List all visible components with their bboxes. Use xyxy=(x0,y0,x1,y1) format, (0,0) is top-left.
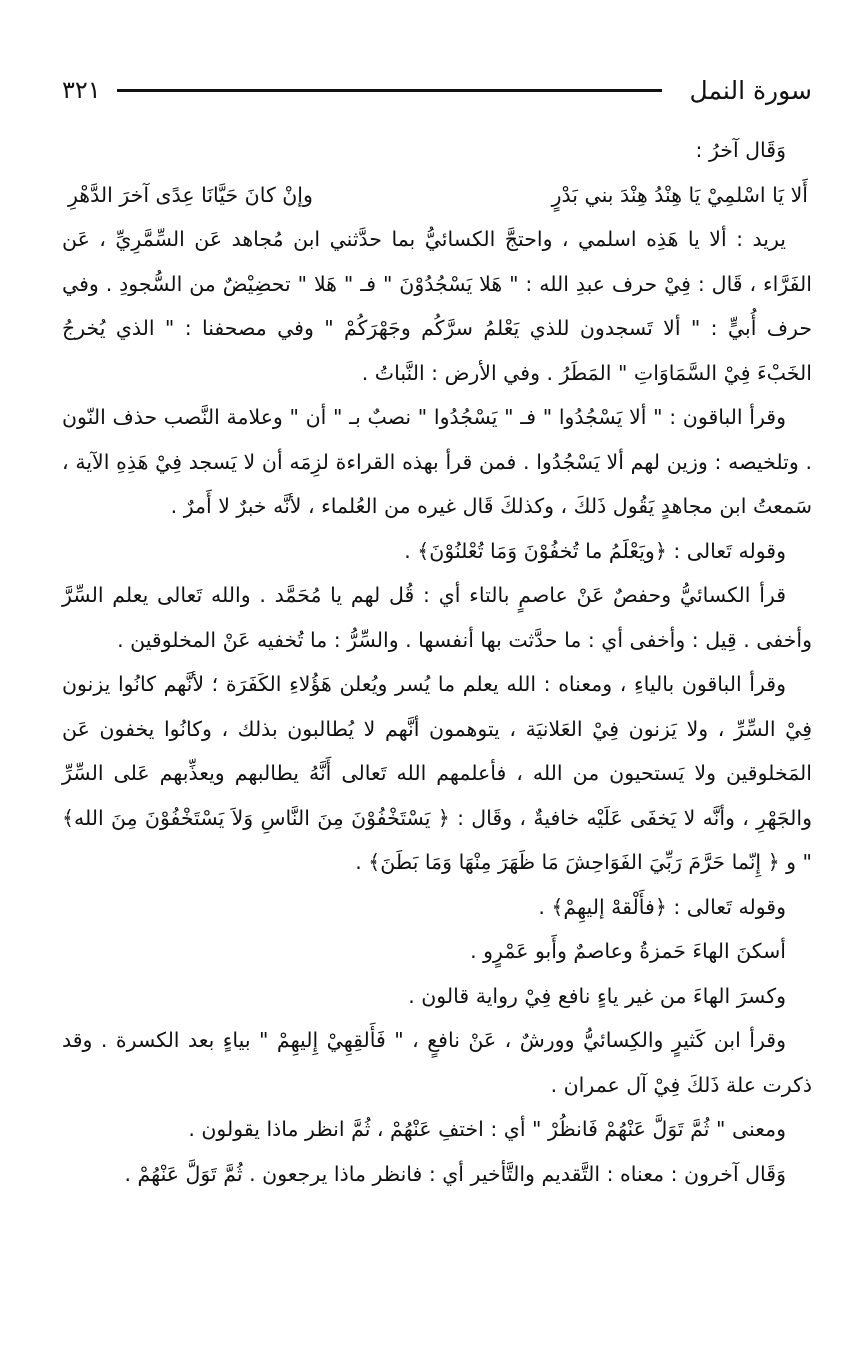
paragraph: أسكنَ الهاءَ حَمزةُ وعاصمٌ وأَبو عَمْرٍو . xyxy=(470,939,786,963)
header-rule xyxy=(117,89,662,92)
paragraph: وقوله تَعالى : ﴿فأَلْقهْ إليهِمْ﴾ . xyxy=(538,894,786,919)
verse-intro: وَقَال آخرُ : xyxy=(695,138,786,162)
page-number: ٣٢١ xyxy=(62,76,101,104)
page-body xyxy=(62,128,812,1196)
page-header xyxy=(62,66,812,114)
paragraph: وَقَال آخرون : معناه : التَّقديم والتَّأخير أي : فانظر ماذا يرجعون . ثُمَّ تَوَلَّ عَنْهُمْ . xyxy=(124,1161,786,1186)
paragraph: وقوله تَعالى : ﴿ويَعْلَمُ ما تُخفُوْنَ وَمَا تُعْلنُوْنَ﴾ . xyxy=(404,538,786,563)
paragraph: وقرأ الباقون بالياءِ ، ومعناه : الله يعلم ما يُسر ويُعلن هَؤُلاءِ الكَفَرَة ؛ لأنَّهم كانُوا يزنون فِيْ السِّرِّ ، ولا يَزنون فِيْ العَلانيَة ، يتوهمون أنَّهم لا يُطالبون بذلك ، وكانُوا يخفون عَن المَخلوقين ولا يَستحيون من الله ، فأعلمهم الله تَعالى أَنَّهُ يطالبهم ويعذِّبهم عَلى السِّرِّ والجَهْرِ ، وأنَّه لا يَخفَى عَلَيْه خافيةٌ ، وقَال : ﴿ يَسْتَخْفُوْنَ مِنَ النَّاسِ وَلاَ يَسْتَخْفُوْنَ مِنَ الله﴾ " و ﴿ إِنّما حَرَّمَ رَبِّيَ الفَوَاحِشَ مَا ظَهَرَ مِنْهَا وَمَا بَطَنَ﴾ . xyxy=(62,672,812,874)
verse-first-hemistich: أَلا يَا اسْلمِيْ يَا هِنْدُ هِنْدَ بني بَدْرٍ xyxy=(551,182,808,207)
surah-title: سورة النمل xyxy=(689,75,812,105)
paragraph: يريد : ألا يا هَذِه اسلمي ، واحتجَّ الكسائيُّ بما حدَّثني ابن مُجاهد عَن السِّمَّرِيِّ ، عَن الفَرَّاء ، قَال : فِيْ حرف عبدِ الله : " هَلا يَسْجُدُوْنَ " فـ " هَلا " تحضِيْضٌ من السُّجودِ . وفي حرف أُبيٍّ : " ألا تَسجدون للذي يَعْلمُ سرَّكُم وجَهْرَكُمْ " وفي مصحفنا : " الذي يُخرجُ الخَبْءَ فِيْ السَّمَاوَاتِ " المَطَرُ . وفي الأرض : النَّباتُ . xyxy=(62,227,812,385)
paragraph: قرأ الكسائيُّ وحفصٌ عَنْ عاصمٍ بالتاء أي : قُل لهم يا مُحَمَّد . والله تَعالى يعلم السِّرَّ وأخفى . قِيل : وأخفى أي : ما حدَّثت بها أنفسها . والسِّرُّ : ما تُخفيه عَنْ المخلوقين . xyxy=(62,583,812,652)
paragraph: وقرأ الباقون : " ألا يَسْجُدُوا " فـ " يَسْجُدُوا " نصبٌ بـ " أن " وعلامة النَّصب حذف النّون . وتلخيصه : وزين لهم ألا يَسْجُدُوا . فمن قرأ بهذه القراءة لزِمَه أن لا يَسجد فِيْ هَذِهِ الآية ، سَمعتُ ابن مجاهدٍ يَقُول ذَلكَ ، وكذلكَ قَال غيره من العُلماء ، لأنَّه خبرٌ لا أَمرٌ . xyxy=(62,405,812,518)
paragraph: ومعنى " ثُمَّ تَوَلَّ عَنْهُمْ فَانظُرْ " أي : اختفِ عَنْهُمْ ، ثُمَّ انظر ماذا يقولون . xyxy=(188,1117,786,1141)
paragraph: وكسرَ الهاءَ من غير ياءٍ نافع فِيْ رواية قالون . xyxy=(408,983,786,1008)
paragraph: وقرأ ابن كَثيرٍ والكِسائيُّ وورشٌ ، عَنْ نافعٍ ، " فَأَلقِهِيْ إِليهِمْ " بياءٍ بعد الكسرة . وقد ذكرت علة ذَلكَ فِيْ آل عمران . xyxy=(62,1028,812,1097)
verse-second-hemistich: وإنْ كانَ حَيَّانَا عِدًى آخرَ الدَّهْرِ xyxy=(68,182,313,207)
poetry-verse xyxy=(62,173,812,218)
